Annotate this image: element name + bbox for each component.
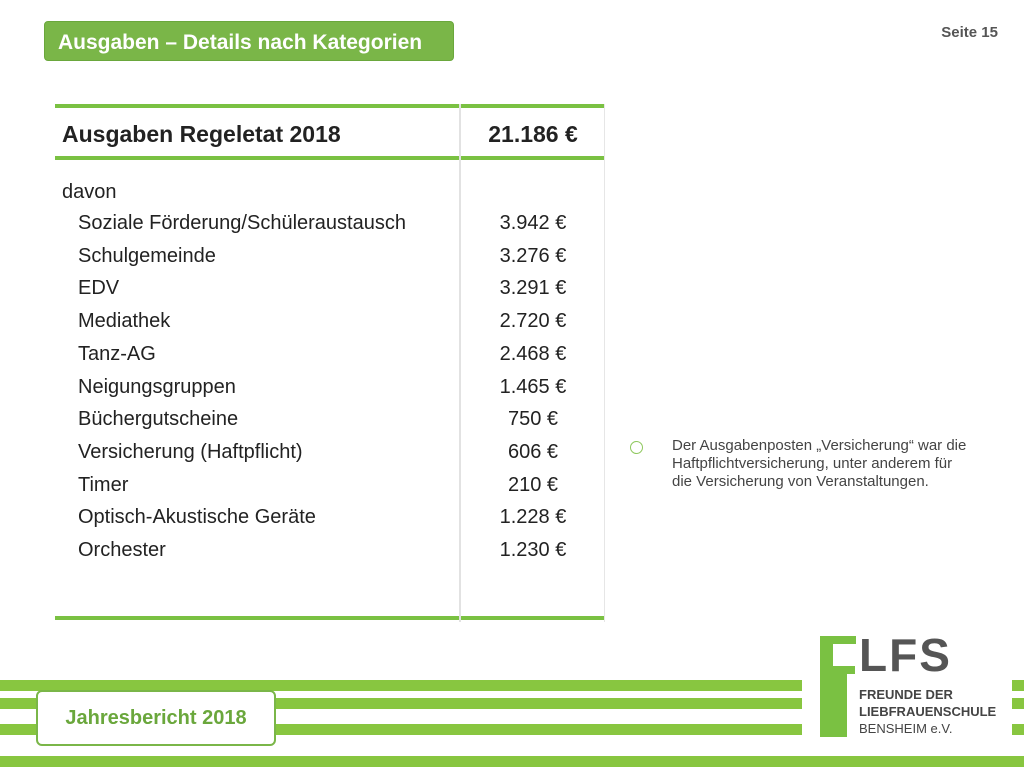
row-value: 1.465 € — [499, 375, 567, 398]
table-row — [55, 245, 605, 275]
footer-stripe — [0, 756, 1024, 767]
table-header-label: Ausgaben Regeletat 2018 — [62, 121, 341, 147]
logo-f-shape — [820, 636, 833, 737]
row-value: 210 € — [507, 473, 559, 496]
row-value: 606 € — [507, 440, 559, 463]
row-label: Timer — [78, 473, 129, 496]
row-value: 3.291 € — [499, 277, 567, 300]
logo-line-3: BENSHEIM e.V. — [859, 721, 953, 736]
row-label: Neigungsgruppen — [78, 375, 236, 398]
row-value: 1.230 € — [499, 539, 567, 561]
logo-f-shape — [833, 666, 847, 737]
table-row — [55, 343, 605, 373]
bullet-circle-icon — [630, 441, 643, 454]
row-label: Büchergutscheine — [78, 408, 239, 431]
footer-stripe — [1012, 724, 1024, 735]
table-row — [55, 474, 605, 504]
footer-stripe — [1012, 680, 1024, 691]
table-row — [55, 212, 605, 242]
row-label: Versicherung (Haftpflicht) — [78, 440, 303, 463]
table-row — [55, 408, 605, 438]
row-value: 2.720 € — [499, 310, 567, 333]
table-row — [55, 539, 605, 569]
page-number: Seite 15 — [941, 24, 998, 41]
page-title: Ausgaben – Details nach Kategorien — [44, 21, 454, 61]
logo-line-1: FREUNDE DER — [859, 687, 953, 702]
row-label: Soziale Förderung/Schüleraustausch — [78, 212, 406, 234]
row-label: Tanz-AG — [78, 342, 156, 365]
table-header-value: 21.186 € — [488, 121, 578, 147]
row-value: 3.942 € — [499, 212, 567, 234]
expense-table — [55, 104, 605, 622]
footer-label: Jahresbericht 2018 — [36, 690, 276, 746]
table-header-rule — [55, 156, 605, 160]
table-row — [55, 441, 605, 471]
row-value: 1.228 € — [499, 506, 567, 529]
row-label: EDV — [78, 277, 120, 300]
lfs-logo — [817, 629, 1007, 740]
footer-stripe — [1012, 698, 1024, 709]
row-value: 3.276 € — [499, 244, 567, 267]
row-label: Mediathek — [78, 310, 171, 333]
row-label: Optisch-Akustische Geräte — [78, 506, 316, 529]
table-row — [55, 310, 605, 340]
note-text: Der Ausgabenposten „Versicherung“ war die Haftpflichtversicherung, unter anderem für die Versicherung von Veranstaltungen. — [672, 437, 967, 490]
logo-line-2: LIEBFRAUENSCHULE — [859, 704, 997, 719]
row-label: Schulgemeinde — [78, 244, 216, 267]
row-value: 750 € — [507, 408, 559, 431]
table-bottom-rule — [55, 616, 605, 620]
table-row — [55, 277, 605, 307]
table-subheading: davon — [62, 181, 117, 203]
row-value: 2.468 € — [499, 342, 567, 365]
logo-letters: LFS — [859, 629, 952, 681]
table-row — [55, 506, 605, 536]
table-row — [55, 376, 605, 406]
row-label: Orchester — [78, 539, 166, 561]
table-top-rule — [55, 104, 605, 108]
logo-subtitle — [859, 686, 996, 737]
